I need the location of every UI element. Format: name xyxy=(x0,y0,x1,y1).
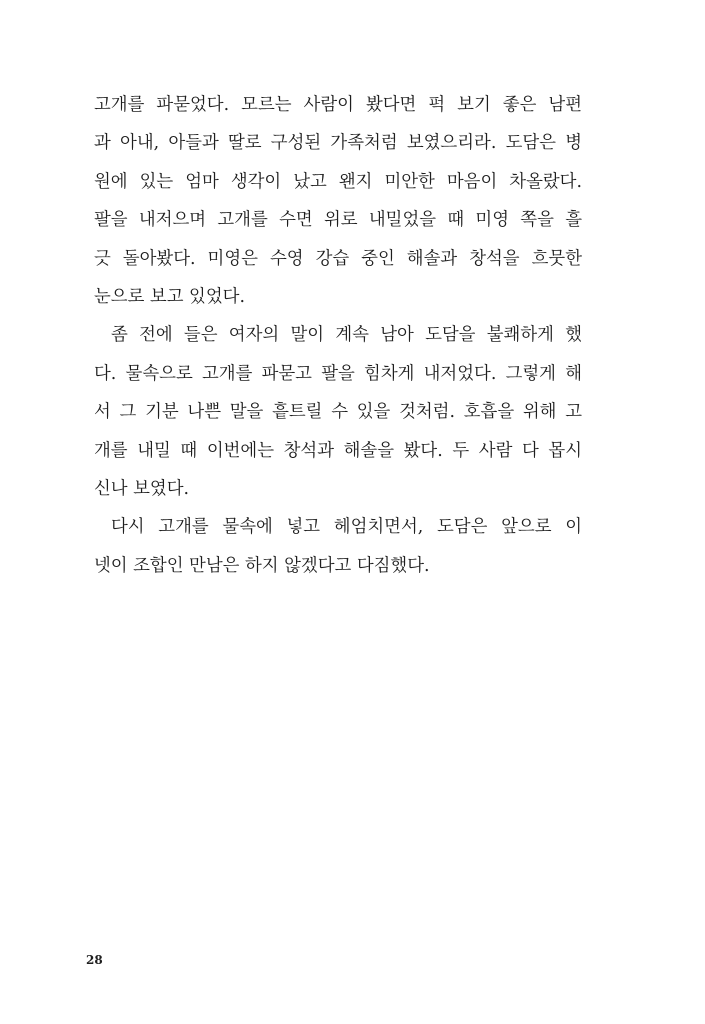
paragraph-2-line-2: 다. 물속으로 고개를 파묻고 팔을 힘차게 내저었다. 그렇게 해 xyxy=(94,363,582,384)
paragraph-1-line-2: 과 아내, 아들과 딸로 구성된 가족처럼 보였으리라. 도담은 병 xyxy=(94,133,582,154)
paragraph-2-line-4: 개를 내밀 때 이번에는 창석과 해솔을 봤다. 두 사람 다 몹시 xyxy=(94,440,582,461)
body-text xyxy=(94,86,582,585)
paragraph-3-line-2: 넷이 조합인 만남은 하지 않겠다고 다짐했다. xyxy=(94,555,430,576)
paragraph-1-line-5: 긋 돌아봤다. 미영은 수영 강습 중인 해솔과 창석을 흐뭇한 xyxy=(94,248,582,269)
paragraph-2-line-1: 좀 전에 들은 여자의 말이 계속 남아 도담을 불쾌하게 했 xyxy=(111,325,582,346)
paragraph-3-line-1: 다시 고개를 물속에 넣고 헤엄치면서, 도담은 앞으로 이 xyxy=(111,517,582,538)
paragraph-1-line-4: 팔을 내저으며 고개를 수면 위로 내밀었을 때 미영 쪽을 흘 xyxy=(94,210,582,231)
paragraph-1-line-6: 눈으로 보고 있었다. xyxy=(94,286,245,307)
paragraph-1-line-3: 원에 있는 엄마 생각이 났고 왠지 미안한 마음이 차올랐다. xyxy=(94,171,582,192)
paragraph-1-line-1: 고개를 파묻었다. 모르는 사람이 봤다면 퍽 보기 좋은 남편 xyxy=(94,95,582,115)
paragraph-2-line-3: 서 그 기분 나쁜 말을 흩트릴 수 있을 것처럼. 호흡을 위해 고 xyxy=(94,402,582,423)
paragraph-2-line-5: 신나 보였다. xyxy=(94,478,190,499)
page-number: 28 xyxy=(86,953,103,967)
